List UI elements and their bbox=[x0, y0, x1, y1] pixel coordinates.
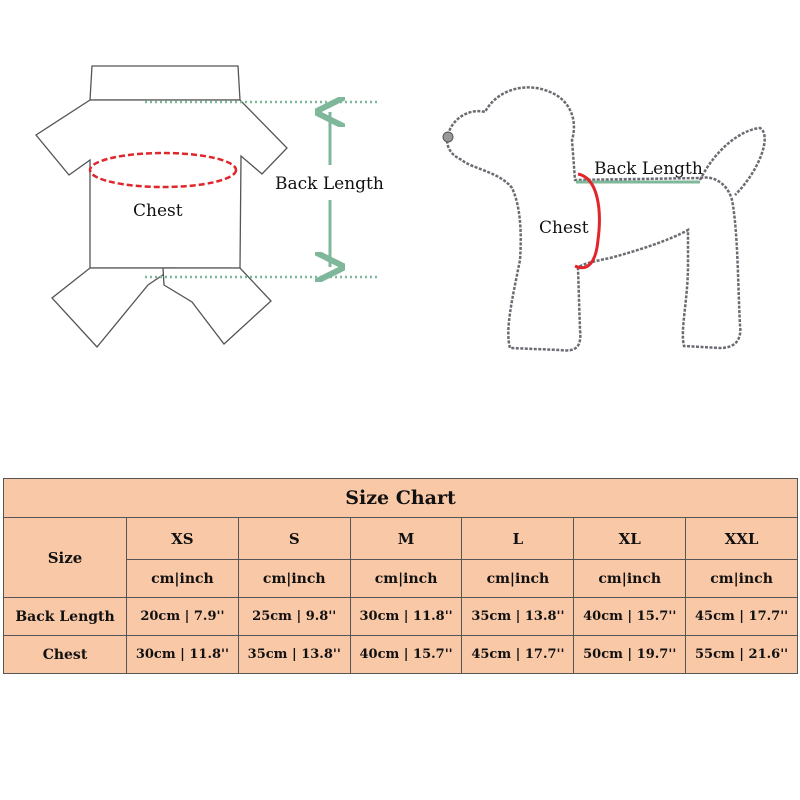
dog-illustration bbox=[443, 87, 765, 350]
dog-chest-label: Chest bbox=[539, 218, 589, 238]
unit-cell: cm|inch bbox=[462, 560, 574, 598]
value-cell: 35cm | 13.8'' bbox=[462, 598, 574, 636]
value-cell: 35cm | 13.8'' bbox=[238, 636, 350, 674]
unit-cell: cm|inch bbox=[574, 560, 686, 598]
size-xxl: XXL bbox=[686, 518, 798, 560]
value-cell: 45cm | 17.7'' bbox=[462, 636, 574, 674]
size-chart-table bbox=[3, 478, 798, 674]
unit-cell: cm|inch bbox=[238, 560, 350, 598]
dog-nose bbox=[443, 132, 453, 142]
dog-tail bbox=[700, 128, 765, 195]
value-cell: 30cm | 11.8'' bbox=[350, 598, 462, 636]
value-cell: 40cm | 15.7'' bbox=[350, 636, 462, 674]
garment-collar bbox=[90, 66, 240, 100]
garment-illustration bbox=[36, 66, 384, 347]
chest-label: Chest bbox=[4, 636, 127, 674]
value-cell: 50cm | 19.7'' bbox=[574, 636, 686, 674]
size-chart-title: Size Chart bbox=[4, 479, 798, 518]
value-cell: 40cm | 15.7'' bbox=[574, 598, 686, 636]
unit-cell: cm|inch bbox=[686, 560, 798, 598]
unit-cell: cm|inch bbox=[127, 560, 239, 598]
garment-body bbox=[36, 100, 287, 268]
dog-outline bbox=[447, 87, 740, 350]
back-length-label: Back Length bbox=[4, 598, 127, 636]
garment-right-leg bbox=[163, 268, 271, 344]
value-cell: 25cm | 9.8'' bbox=[238, 598, 350, 636]
size-s: S bbox=[238, 518, 350, 560]
dog-back-length-label: Back Length bbox=[594, 159, 703, 179]
garment-left-leg bbox=[52, 268, 173, 347]
size-row-label: Size bbox=[4, 518, 127, 598]
value-cell: 30cm | 11.8'' bbox=[127, 636, 239, 674]
unit-cell: cm|inch bbox=[350, 560, 462, 598]
size-header-row bbox=[4, 518, 798, 560]
value-cell: 20cm | 7.9'' bbox=[127, 598, 239, 636]
garment-chest-label: Chest bbox=[133, 201, 183, 221]
size-l: L bbox=[462, 518, 574, 560]
size-xl: XL bbox=[574, 518, 686, 560]
value-cell: 55cm | 21.6'' bbox=[686, 636, 798, 674]
size-chart-title-row bbox=[4, 479, 798, 518]
back-length-row bbox=[4, 598, 798, 636]
size-xs: XS bbox=[127, 518, 239, 560]
size-m: M bbox=[350, 518, 462, 560]
chest-row bbox=[4, 636, 798, 674]
value-cell: 45cm | 17.7'' bbox=[686, 598, 798, 636]
garment-back-length-label: Back Length bbox=[275, 174, 384, 194]
